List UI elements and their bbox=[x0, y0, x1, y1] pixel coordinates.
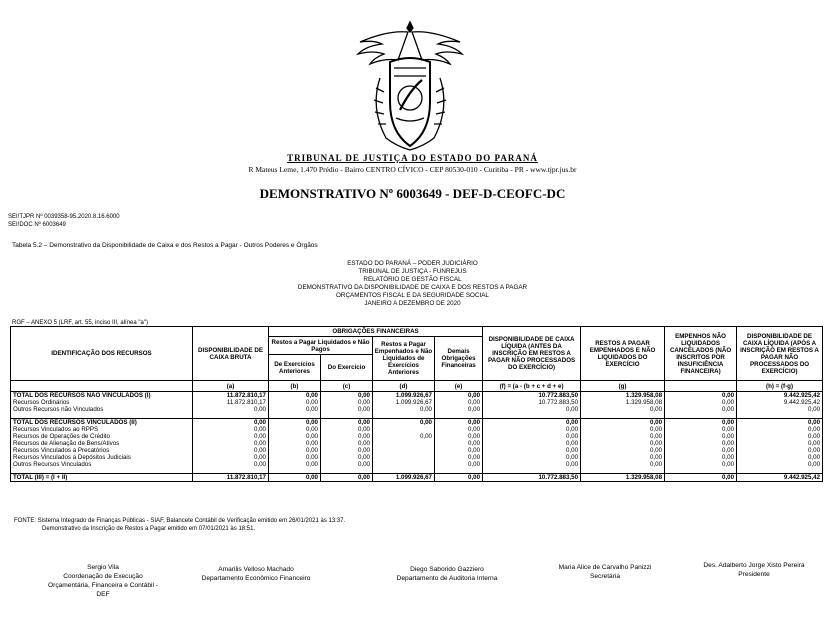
value-cell: 0,00 bbox=[737, 454, 823, 461]
value-cell: 0,00 bbox=[665, 419, 737, 427]
col-header-net-cash-after: DISPONIBILIDADE DE CAIXA LÍQUIDA (APÓS A INSCRIÇÃO EM RESTOS A PAGAR NÃO PROCESSADOS DO EXERCÍCIO) bbox=[737, 327, 823, 381]
value-cell: 0,00 bbox=[193, 461, 269, 468]
value-cell: 0,00 bbox=[269, 440, 321, 447]
value-cell: 10.772.883,50 bbox=[483, 399, 581, 406]
value-cell: 0,00 bbox=[665, 392, 737, 400]
row-label: Recursos Vinculados a Precatórios bbox=[11, 447, 193, 454]
report-header-line: ESTADO DO PARANÁ – PODER JUDICIÁRIO bbox=[347, 260, 478, 267]
value-cell bbox=[373, 461, 435, 468]
value-cell: 0,00 bbox=[321, 447, 373, 454]
value-cell: 0,00 bbox=[665, 426, 737, 433]
row-label: Outros Recursos Vinculados bbox=[11, 461, 193, 468]
value-cell: 11.872.810,17 bbox=[193, 474, 269, 482]
col-header-unliquidated-payables: RESTOS A PAGAR EMPENHADOS E NÃO LIQUIDADOS DO EXERCÍCIO bbox=[581, 327, 665, 381]
value-cell: 1.099.926,67 bbox=[373, 399, 435, 406]
signer-role: Departamento Econômico Financeiro bbox=[201, 575, 311, 582]
value-cell: 0,00 bbox=[435, 406, 483, 413]
value-cell: 11.872.810,17 bbox=[193, 392, 269, 400]
col-header-net-cash-before: DISPONIBILIDADE DE CAIXA LÍQUIDA (ANTES DA INSCRIÇÃO EM RESTOS A PAGAR NÃO PROCESSADOS DO EXERCÍCIO) bbox=[483, 327, 581, 381]
value-cell: 0,00 bbox=[483, 440, 581, 447]
value-cell: 0,00 bbox=[435, 440, 483, 447]
value-cell: 0,00 bbox=[435, 461, 483, 468]
value-cell: 0,00 bbox=[483, 419, 581, 427]
value-cell: 0,00 bbox=[581, 454, 665, 461]
value-cell: 0,00 bbox=[483, 406, 581, 413]
signer-name: Diego Saborido Gazziero bbox=[410, 566, 484, 573]
value-cell: 0,00 bbox=[193, 406, 269, 413]
code-cell: (h) = (f-g) bbox=[737, 381, 823, 392]
row-label: Recursos Vinculados ao RPPS bbox=[11, 426, 193, 433]
value-cell: 1.329.958,08 bbox=[581, 399, 665, 406]
signature-block bbox=[382, 565, 512, 583]
value-cell: 0,00 bbox=[737, 426, 823, 433]
value-cell: 0,00 bbox=[321, 399, 373, 406]
value-cell: 1.329.958,08 bbox=[581, 474, 665, 482]
value-cell: 0,00 bbox=[665, 474, 737, 482]
value-cell: 9.442.925,42 bbox=[737, 392, 823, 400]
court-address: R Mateus Leme, 1.470 Prédio - Bairro CENTRO CÍVICO - CEP 80530-010 - Curitiba - PR - www.tjpr.jus.br bbox=[248, 165, 577, 174]
source-note bbox=[14, 517, 345, 533]
value-cell: 0,00 bbox=[435, 433, 483, 440]
value-cell: 0,00 bbox=[321, 433, 373, 440]
value-cell: 0,00 bbox=[665, 461, 737, 468]
code-cell: (g) bbox=[581, 381, 665, 392]
value-cell: 0,00 bbox=[581, 419, 665, 427]
value-cell: 0,00 bbox=[665, 406, 737, 413]
signature-block bbox=[684, 561, 824, 579]
value-cell: 0,00 bbox=[269, 474, 321, 482]
value-cell bbox=[373, 447, 435, 454]
value-cell: 0,00 bbox=[483, 426, 581, 433]
table-row bbox=[11, 461, 823, 468]
value-cell: 0,00 bbox=[269, 419, 321, 427]
value-cell: 0,00 bbox=[193, 447, 269, 454]
value-cell: 0,00 bbox=[269, 426, 321, 433]
value-cell: 10.772.883,50 bbox=[483, 474, 581, 482]
signer-role: Departamento de Auditoria Interna bbox=[396, 575, 498, 582]
value-cell: 0,00 bbox=[321, 406, 373, 413]
value-cell: 11.872.810,17 bbox=[193, 399, 269, 406]
code-cell: (b) bbox=[269, 381, 321, 392]
col-header-previous-years: De Exercícios Anteriores bbox=[269, 355, 321, 381]
value-cell: 0,00 bbox=[321, 454, 373, 461]
report-header-line: DEMONSTRATIVO DA DISPONIBILIDADE DE CAIXA E DOS RESTOS A PAGAR bbox=[297, 284, 528, 291]
value-cell: 0,00 bbox=[483, 454, 581, 461]
value-cell: 0,00 bbox=[737, 419, 823, 427]
value-cell: 0,00 bbox=[665, 433, 737, 440]
report-header-line: TRIBUNAL DE JUSTIÇA - FUNREJUS bbox=[358, 268, 467, 275]
value-cell: 0,00 bbox=[269, 461, 321, 468]
value-cell: 0,00 bbox=[321, 461, 373, 468]
value-cell: 0,00 bbox=[435, 419, 483, 427]
value-cell: 1.099.926,67 bbox=[373, 392, 435, 400]
table-row bbox=[11, 433, 823, 440]
value-cell bbox=[373, 440, 435, 447]
value-cell: 0,00 bbox=[193, 419, 269, 427]
col-header-cancelled-commitments: EMPENHOS NÃO LIQUIDADOS CANCELADOS (NÃO INSCRITOS POR INSUFICIÊNCIA FINANCEIRA) bbox=[665, 327, 737, 381]
table-row bbox=[11, 474, 823, 482]
table-row bbox=[11, 419, 823, 427]
row-label: TOTAL DOS RECURSOS NÃO VINCULADOS (I) bbox=[11, 392, 193, 400]
value-cell: 0,00 bbox=[321, 419, 373, 427]
code-cell: (e) bbox=[435, 381, 483, 392]
document-title: DEMONSTRATIVO Nº 6003649 - DEF-D-CEOFC-DC bbox=[259, 186, 566, 201]
coat-of-arms-emblem bbox=[350, 18, 470, 153]
value-cell: 0,00 bbox=[665, 447, 737, 454]
signer-name: Sergio Vila bbox=[87, 564, 119, 571]
value-cell: 0,00 bbox=[435, 454, 483, 461]
signature-block bbox=[196, 565, 316, 583]
value-cell: 0,00 bbox=[321, 440, 373, 447]
table-body bbox=[11, 392, 823, 482]
row-label: TOTAL (III) = (I + II) bbox=[11, 474, 193, 482]
row-label: Recursos Vinculados a Depósitos Judiciais bbox=[11, 454, 193, 461]
table-row bbox=[11, 447, 823, 454]
value-cell: 0,00 bbox=[581, 406, 665, 413]
table-row bbox=[11, 454, 823, 461]
value-cell: 0,00 bbox=[737, 440, 823, 447]
value-cell: 0,00 bbox=[581, 447, 665, 454]
sei-document-number: SEI!DOC Nº 6003649 bbox=[8, 222, 66, 228]
value-cell: 0,00 bbox=[269, 406, 321, 413]
value-cell: 0,00 bbox=[435, 426, 483, 433]
col-header-current-year: Do Exercício bbox=[321, 355, 373, 381]
value-cell: 9.442.925,42 bbox=[737, 474, 823, 482]
table-row bbox=[11, 426, 823, 433]
code-cell: (a) bbox=[193, 381, 269, 392]
table-row bbox=[11, 406, 823, 413]
report-header-line: JANEIRO A DEZEMBRO DE 2020 bbox=[364, 300, 461, 307]
code-cell bbox=[11, 381, 193, 392]
value-cell: 0,00 bbox=[665, 440, 737, 447]
value-cell: 0,00 bbox=[269, 433, 321, 440]
court-name: TRIBUNAL DE JUSTIÇA DO ESTADO DO PARANÁ bbox=[287, 153, 538, 163]
value-cell: 0,00 bbox=[483, 447, 581, 454]
value-cell: 0,00 bbox=[321, 392, 373, 400]
col-header-gross-cash: DISPONIBILIDADE DE CAIXA BRUTA bbox=[193, 327, 269, 381]
value-cell: 0,00 bbox=[435, 392, 483, 400]
signer-role: Presidente bbox=[738, 571, 770, 578]
value-cell: 0,00 bbox=[435, 447, 483, 454]
value-cell: 0,00 bbox=[581, 440, 665, 447]
value-cell: 1.329.958,08 bbox=[581, 392, 665, 400]
row-label: TOTAL DOS RECURSOS VINCULADOS (II) bbox=[11, 419, 193, 427]
value-cell: 0,00 bbox=[269, 447, 321, 454]
report-header-line: RELATÓRIO DE GESTÃO FISCAL bbox=[363, 276, 462, 283]
value-cell: 10.772.883,50 bbox=[483, 392, 581, 400]
signer-name: Des. Adalberto Jorge Xisto Pereira bbox=[703, 562, 805, 569]
value-cell: 0,00 bbox=[435, 399, 483, 406]
value-cell: 0,00 bbox=[737, 461, 823, 468]
row-label: Recursos de Alienação de Bens/Ativos bbox=[11, 440, 193, 447]
value-cell: 9.442.925,42 bbox=[737, 399, 823, 406]
table-row bbox=[11, 392, 823, 400]
value-cell: 0,00 bbox=[321, 426, 373, 433]
source-line: FONTE: Sistema Integrado de Finanças Públicas - SIAF, Balancete Contábil de Verificação emitido em 26/01/2021 às 13:37. bbox=[14, 518, 346, 524]
report-header-line: ORÇAMENTOS FISCAL E DA SEGURIDADE SOCIAL bbox=[336, 292, 489, 299]
value-cell: 0,00 bbox=[373, 433, 435, 440]
value-cell: 0,00 bbox=[737, 433, 823, 440]
code-cell: (f) = (a - (b + c + d + e) bbox=[483, 381, 581, 392]
row-label: Recursos de Operações de Crédito bbox=[11, 433, 193, 440]
col-header-liquidated-unpaid: Restos a Pagar Liquidados e Não Pagos bbox=[269, 337, 373, 355]
col-header-financial-obligations: OBRIGAÇÕES FINANCEIRAS bbox=[269, 327, 483, 337]
table-caption: Tabela 5.2 – Demonstrativo da Disponibilidade de Caixa e dos Restos a Pagar - Outros Poderes e Órgãos bbox=[12, 242, 318, 249]
row-label: Recursos Ordinários bbox=[11, 399, 193, 406]
value-cell: 0,00 bbox=[193, 426, 269, 433]
col-header-identification: IDENTIFICAÇÃO DOS RECURSOS bbox=[11, 327, 193, 381]
value-cell: 0,00 bbox=[435, 474, 483, 482]
signer-role: Secretária bbox=[589, 573, 621, 580]
value-cell: 0,00 bbox=[193, 454, 269, 461]
value-cell: 0,00 bbox=[483, 461, 581, 468]
signer-name: Maria Alice de Carvalho Panizzi bbox=[558, 564, 652, 571]
signer-name: Amarilis Velloso Machado bbox=[218, 566, 294, 573]
value-cell: 0,00 bbox=[269, 392, 321, 400]
value-cell: 0,00 bbox=[269, 454, 321, 461]
value-cell: 0,00 bbox=[737, 447, 823, 454]
value-cell: 0,00 bbox=[581, 461, 665, 468]
value-cell: 0,00 bbox=[483, 433, 581, 440]
col-header-committed-unliquidated: Restos a Pagar Empenhados e Não Liquidados de Exercícios Anteriores bbox=[373, 337, 435, 381]
signature-block bbox=[540, 563, 670, 581]
value-cell: 0,00 bbox=[321, 474, 373, 482]
signer-role: Coordenação de Execução Orçamentária, Financeira e Contábil - DEF bbox=[48, 573, 158, 598]
row-label: Outros Recursos não Vinculados bbox=[11, 406, 193, 413]
code-cell bbox=[665, 381, 737, 392]
value-cell: 0,00 bbox=[373, 406, 435, 413]
cash-availability-table bbox=[10, 326, 823, 482]
source-line: Demonstrativo da Inscrição de Restos a Pagar emitido em 07/01/2021 às 18:51. bbox=[42, 526, 256, 532]
sei-process-number: SEI!TJPR Nº 0039358-95.2020.8.16.6000 bbox=[8, 214, 120, 220]
value-cell: 0,00 bbox=[193, 433, 269, 440]
value-cell: 0,00 bbox=[665, 399, 737, 406]
code-cell: (c) bbox=[321, 381, 373, 392]
value-cell: 1.099.926,67 bbox=[373, 474, 435, 482]
value-cell: 0,00 bbox=[737, 406, 823, 413]
value-cell: 0,00 bbox=[373, 419, 435, 427]
code-cell: (d) bbox=[373, 381, 435, 392]
value-cell: 0,00 bbox=[269, 399, 321, 406]
value-cell: 0,00 bbox=[193, 440, 269, 447]
table-row bbox=[11, 440, 823, 447]
value-cell bbox=[373, 454, 435, 461]
col-header-other-obligations: Demais Obrigações Financeiras bbox=[435, 337, 483, 381]
value-cell: 0,00 bbox=[581, 426, 665, 433]
table-row bbox=[11, 399, 823, 406]
value-cell: 0,00 bbox=[665, 454, 737, 461]
value-cell bbox=[373, 426, 435, 433]
value-cell: 0,00 bbox=[581, 433, 665, 440]
rgf-reference: RGF – ANEXO 5 (LRF, art. 55, inciso III, alínea "a") bbox=[12, 320, 148, 326]
signature-block bbox=[18, 563, 188, 599]
